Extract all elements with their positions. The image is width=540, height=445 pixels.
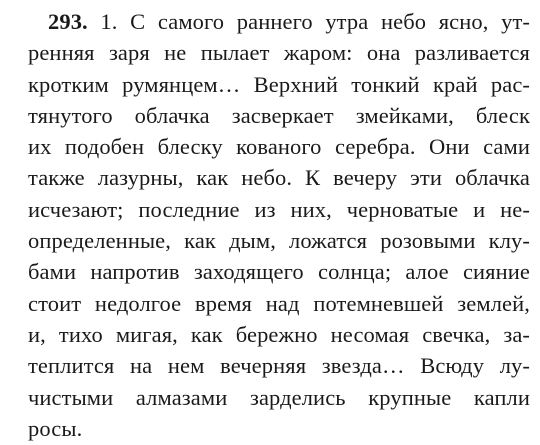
text-line-13: чистыми алмазами зарделись крупные капли: [28, 384, 530, 410]
text-line-10: стоит недолгое время над потемневшей землей,: [28, 290, 530, 316]
text-line-7: исчезают; последние из них, черноватые и не-: [28, 196, 530, 222]
text-line-9: бами напротив заходящего солнца; алое сияние: [28, 259, 530, 285]
text-line-6: также лазурны, как небо. К вечеру эти облачка: [28, 165, 530, 191]
text-line-11: и, тихо мигая, как бережно несомая свечка, за-: [28, 321, 530, 347]
text-line-12: теплится на нем вечерняя звезда… Всюду лу-: [28, 353, 530, 379]
item-number: 1.: [100, 9, 118, 34]
exercise-number: 293.: [48, 9, 88, 34]
text-line-2: ренняя заря не пылает жаром: она разливается: [28, 40, 530, 66]
text-line-8: определенные, как дым, ложатся розовыми клу-: [28, 228, 530, 254]
text-line-1: 293. 1. С самого раннего утра небо ясно, ут-: [48, 9, 530, 34]
text-line-5: их подобен блеску кованого серебра. Они сами: [28, 134, 530, 160]
text-line-4: тянутого облачка засверкает змейками, блеск: [28, 102, 530, 128]
text-line-3: кротким румянцем… Верхний тонкий край рас-: [28, 71, 530, 97]
text-line-14: росы.: [28, 415, 83, 441]
exercise-text: [28, 6, 530, 444]
